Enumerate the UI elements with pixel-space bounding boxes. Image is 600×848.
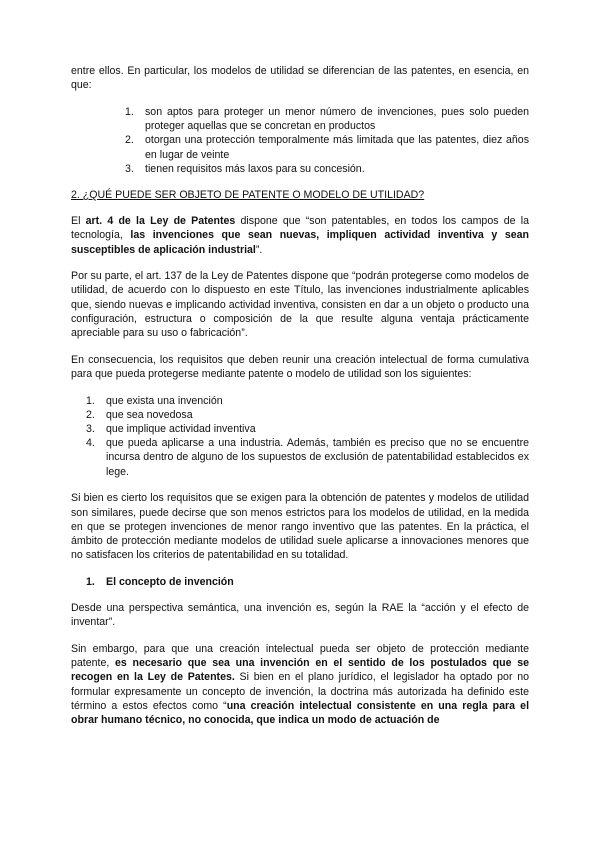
list-item	[86, 408, 529, 422]
text-run: Si bien en el plano jurídico, el legislador ha optado por no formular expresamente un concepto de invención, la doctrina más autorizada ha definido este término a estos efectos como “	[71, 671, 529, 712]
text-run: El	[71, 215, 86, 228]
bold-text-run: art. 4 de la Ley de Patentes	[85, 215, 236, 228]
list-item-number: 1.	[86, 394, 95, 407]
list-item-text: son aptos para proteger un menor número de invenciones, pues solo pueden proteger aquellas que se concretan en productos	[145, 105, 529, 133]
list-item	[125, 133, 529, 161]
list-item-number: 2.	[86, 408, 95, 421]
subsection-title: El concepto de invención	[106, 575, 234, 588]
list-item-number: 1.	[125, 105, 134, 118]
list-item-number: 2.	[125, 134, 134, 147]
list-item-text: que implique actividad inventiva	[106, 423, 256, 436]
list-item-text: otorgan una protección temporalmente más limitada que las patentes, diez años en lugar de veinte	[145, 134, 529, 161]
subsection-heading	[71, 575, 529, 589]
text-run: dispone que “son patentables, en todos los campos de la tecnología,	[71, 215, 529, 242]
list-item-number: 3.	[125, 162, 134, 175]
text-run: Sin embargo, para que una creación intelectual pueda ser objeto de protección mediante patente,	[71, 643, 529, 670]
list-item	[125, 162, 529, 176]
bold-text-run: las invenciones que sean nuevas, impliquen actividad inventiva y sean susceptibles de aplicación industrial	[71, 229, 529, 256]
list-item-text: que exista una invención	[106, 394, 223, 407]
list-item-text: que pueda aplicarse a una industria. Además, también es preciso que no se encuentre incursa dentro de alguno de los supuestos de exclusión de patentabilidad establecidos ex lege.	[106, 437, 529, 478]
invention-definition-paragraph	[71, 642, 529, 727]
consequence-paragraph: En consecuencia, los requisitos que deben reunir una creación intelectual de forma cumulativa para que pueda protegerse mediante patente o modelo de utilidad son los siguientes:	[71, 353, 529, 380]
art137-paragraph: Por su parte, el art. 137 de la Ley de Patentes dispone que “podrán protegerse como modelos de utilidad, de acuerdo con lo dispuesto en este Título, las invenciones industrialmente aplicables que, siendo nuevas e implicando actividad inventiva, consisten en dar a un objeto o producto una configuración, estructura o composición de la que resulte alguna ventaja prácticamente apreciable para su uso o fabricación”.	[71, 270, 529, 340]
list-item-text: tienen requisitos más laxos para su concesión.	[145, 162, 365, 175]
differences-list	[125, 105, 529, 176]
subsection-number: 1.	[86, 575, 95, 588]
list-item-number: 3.	[86, 423, 95, 436]
list-item	[86, 436, 529, 479]
list-item	[86, 394, 529, 408]
list-item-text: que sea novedosa	[106, 408, 193, 421]
section-heading[interactable]: 2. ¿QUÉ PUEDE SER OBJETO DE PATENTE O MODELO DE UTILIDAD?	[71, 188, 425, 201]
requirements-list	[86, 394, 529, 479]
similar-requirements-paragraph: Si bien es cierto los requisitos que se exigen para la obtención de patentes y modelos de utilidad son similares, puede decirse que son menos estrictos para los modelos de utilidad, en la medida en que se protegen invenciones de menor rango inventivo que las patentes. En la práctica, el ámbito de protección mediante modelos de utilidad suele aplicarse a innovaciones menores que no satisfacen los criterios de patentabilidad en su totalidad.	[71, 492, 529, 562]
list-item	[86, 422, 529, 436]
art4-paragraph	[71, 214, 529, 257]
text-run: ”.	[255, 243, 263, 256]
intro-paragraph: entre ellos. En particular, los modelos de utilidad se diferencian de las patentes, en esencia, en que:	[71, 65, 529, 92]
list-item	[125, 105, 529, 133]
list-item-number: 4.	[86, 437, 95, 450]
bold-text-run: es necesario que sea una invención en el sentido de los postulados que se recogen en la Ley de Patentes.	[71, 657, 529, 684]
document-page	[71, 64, 529, 740]
bold-text-run: una creación intelectual consistente en una regla para el obrar humano técnico, no conocida, que indica un modo de actuación de	[71, 699, 530, 727]
rae-paragraph: Desde una perspectiva semántica, una invención es, según la RAE la “acción y el efecto de inventar”.	[71, 602, 529, 629]
